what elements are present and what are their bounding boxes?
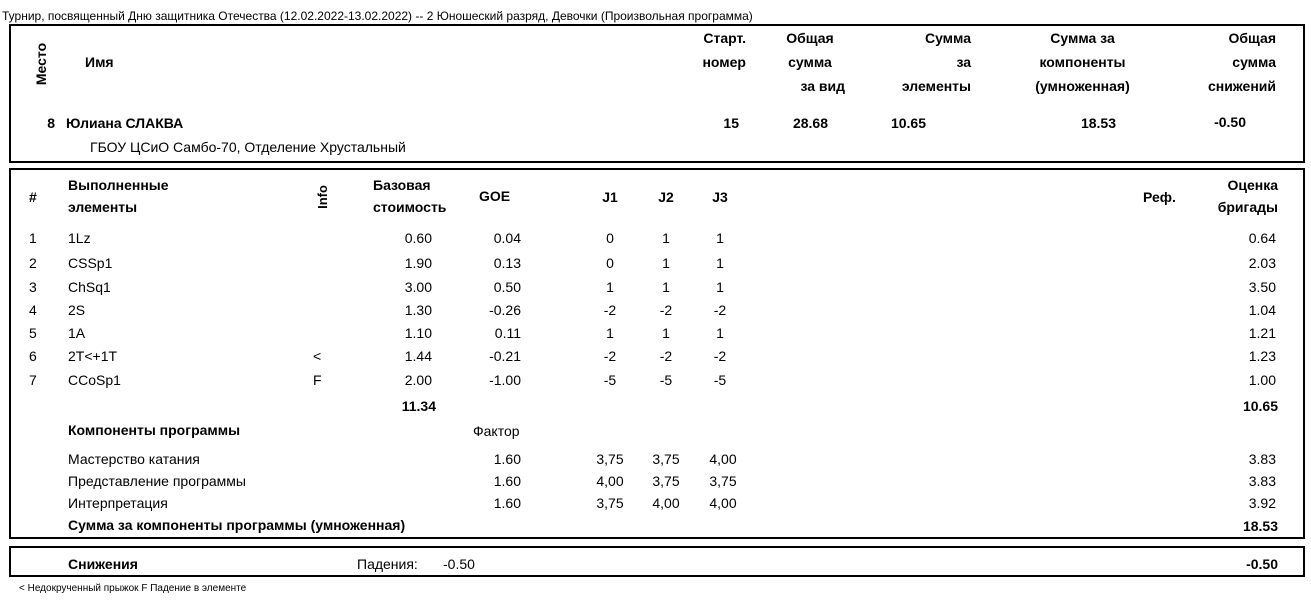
element-num: 7 <box>29 372 37 388</box>
elements-base-total: 11.34 <box>401 398 436 414</box>
deductions-total: -0.50 <box>1246 556 1278 572</box>
element-j1: -2 <box>603 348 617 364</box>
element-goe: -0.21 <box>489 348 521 364</box>
element-base: 2.00 <box>404 372 432 388</box>
component-score: 3.92 <box>1248 495 1276 511</box>
element-score: 1.21 <box>1248 325 1276 341</box>
component-score: 3.83 <box>1248 451 1276 467</box>
element-info: F <box>313 372 322 388</box>
elements-header-3: элементы <box>901 78 971 94</box>
deductions-header-1: Общая <box>1228 30 1276 46</box>
col-j3-header: J3 <box>712 189 728 205</box>
element-j2: -2 <box>659 302 673 318</box>
element-num: 3 <box>29 279 37 295</box>
element-goe: 0.11 <box>494 325 521 341</box>
skater-start-no: 15 <box>723 115 739 131</box>
element-base: 3.00 <box>404 279 432 295</box>
component-name: Представление программы <box>68 473 246 489</box>
element-score: 1.23 <box>1248 348 1276 364</box>
element-j3: -2 <box>713 302 727 318</box>
component-factor: 1.60 <box>493 451 521 467</box>
component-j2: 4,00 <box>652 495 680 511</box>
element-name: 1Lz <box>68 230 91 246</box>
deductions-header-2: сумма <box>1232 54 1276 70</box>
element-j1: -2 <box>603 302 617 318</box>
col-base-header-1: Базовая <box>373 177 431 193</box>
element-base: 1.44 <box>404 348 432 364</box>
element-name: CCoSp1 <box>68 372 121 388</box>
total-header-2: сумма <box>788 54 832 70</box>
element-name: 2T<+1T <box>68 348 118 364</box>
skater-total: 28.68 <box>792 115 828 131</box>
element-num: 6 <box>29 348 37 364</box>
component-factor: 1.60 <box>493 473 521 489</box>
start-no-header-2: номер <box>702 54 746 70</box>
component-j2: 3,75 <box>652 473 680 489</box>
skater-deductions: -0.50 <box>1214 114 1246 130</box>
falls-value: -0.50 <box>443 556 475 572</box>
component-name: Мастерство катания <box>68 451 200 467</box>
total-header-1: Общая <box>786 30 834 46</box>
component-score: 3.83 <box>1248 473 1276 489</box>
col-ref-header: Реф. <box>1143 189 1176 205</box>
element-num: 4 <box>29 302 37 318</box>
component-j1: 4,00 <box>596 473 624 489</box>
element-base: 0.60 <box>404 230 432 246</box>
place-header: Место <box>33 42 49 86</box>
components-header-2: компоненты <box>1039 54 1126 70</box>
element-j1: 0 <box>606 230 614 246</box>
element-base: 1.90 <box>404 255 432 271</box>
name-header: Имя <box>85 54 114 70</box>
factor-header: Фактор <box>473 423 520 439</box>
element-j3: -5 <box>713 372 727 388</box>
deductions-label: Снижения <box>68 556 138 572</box>
elements-score-total: 10.65 <box>1242 398 1278 414</box>
element-j2: -5 <box>659 372 673 388</box>
element-goe: 0.04 <box>493 230 521 246</box>
element-score: 2.03 <box>1248 255 1276 271</box>
element-goe: -1.00 <box>489 372 521 388</box>
elements-header-2: за <box>956 54 971 70</box>
element-name: ChSq1 <box>68 279 111 295</box>
col-base-header-2: стоимость <box>373 199 447 215</box>
element-score: 0.64 <box>1248 230 1276 246</box>
element-goe: 0.50 <box>493 279 521 295</box>
col-info-header: Info <box>315 185 330 209</box>
col-goe-header: GOE <box>479 188 511 204</box>
skater-club: ГБОУ ЦСиО Самбо-70, Отделение Хрустальный <box>90 139 406 155</box>
element-j1: -5 <box>603 372 617 388</box>
skater-place: 8 <box>47 115 55 131</box>
skater-components-score: 18.53 <box>1080 115 1116 131</box>
component-name: Интерпретация <box>68 495 168 511</box>
components-header-3: (умноженная) <box>1035 78 1130 94</box>
col-j1-header: J1 <box>602 189 618 205</box>
components-total-label: Сумма за компоненты программы (умноженная) <box>68 517 406 533</box>
falls-label: Падения: <box>357 556 418 572</box>
col-elements-header-1: Выполненные <box>68 177 169 193</box>
element-base: 1.30 <box>404 302 432 318</box>
total-header-3: за вид <box>800 78 845 94</box>
element-num: 5 <box>29 325 37 341</box>
component-j3: 4,00 <box>709 451 737 467</box>
page-title: Турнир, посвященный Дню защитника Отечества (12.02.2022-13.02.2022) -- 2 Юношеский разряд, Девочки (Произвольная программа) <box>2 9 753 23</box>
col-score-header-2: бригады <box>1217 199 1278 215</box>
col-j2-header: J2 <box>658 189 674 205</box>
component-j2: 3,75 <box>652 451 680 467</box>
components-header-1: Сумма за <box>1050 30 1115 46</box>
components-total: 18.53 <box>1242 518 1278 534</box>
component-factor: 1.60 <box>493 495 521 511</box>
element-j1: 0 <box>606 255 614 271</box>
element-j2: 1 <box>662 279 670 295</box>
element-j2: 1 <box>662 255 670 271</box>
element-goe: -0.26 <box>489 302 521 318</box>
component-j3: 3,75 <box>709 473 737 489</box>
element-j3: 1 <box>716 325 724 341</box>
skater-name: Юлиана СЛАКВА <box>66 115 184 131</box>
element-j2: 1 <box>662 325 670 341</box>
skater-elements-score: 10.65 <box>890 115 926 131</box>
deductions-header-3: снижений <box>1207 78 1276 94</box>
element-num: 1 <box>29 230 37 246</box>
element-j2: -2 <box>659 348 673 364</box>
element-goe: 0.13 <box>493 255 521 271</box>
deductions-box <box>9 546 1305 577</box>
element-j3: 1 <box>716 230 724 246</box>
col-score-header-1: Оценка <box>1227 177 1278 193</box>
components-heading: Компоненты программы <box>68 422 241 438</box>
element-score: 3.50 <box>1248 279 1276 295</box>
component-j1: 3,75 <box>596 451 624 467</box>
element-score: 1.04 <box>1248 302 1276 318</box>
element-j1: 1 <box>606 279 614 295</box>
element-j3: 1 <box>716 279 724 295</box>
start-no-header-1: Старт. <box>703 30 746 46</box>
element-name: CSSp1 <box>68 255 113 271</box>
elements-header-1: Сумма <box>924 30 971 46</box>
element-j3: 1 <box>716 255 724 271</box>
col-num-header: # <box>29 189 37 205</box>
element-info: < <box>313 348 322 364</box>
element-j1: 1 <box>606 325 614 341</box>
component-j3: 4,00 <box>709 495 737 511</box>
legend: < Недокрученный прыжок F Падение в элементе <box>19 583 247 594</box>
element-j3: -2 <box>713 348 727 364</box>
col-elements-header-2: элементы <box>68 199 138 215</box>
element-name: 2S <box>68 302 86 318</box>
element-base: 1.10 <box>404 325 432 341</box>
element-name: 1A <box>68 325 86 341</box>
element-num: 2 <box>29 255 37 271</box>
element-score: 1.00 <box>1248 372 1276 388</box>
component-j1: 3,75 <box>596 495 624 511</box>
element-j2: 1 <box>662 230 670 246</box>
